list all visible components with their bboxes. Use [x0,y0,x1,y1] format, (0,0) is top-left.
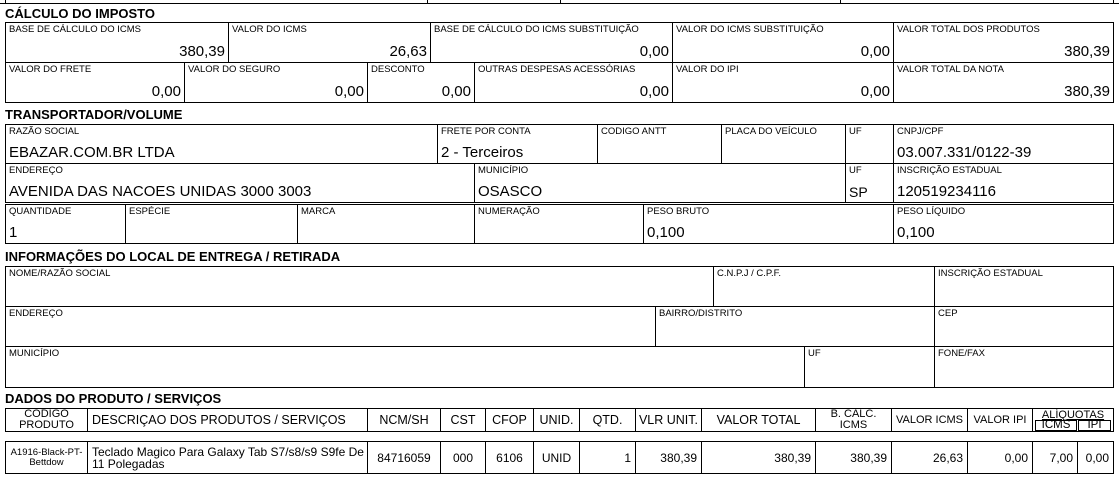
numeracao-field [474,204,644,244]
uf-placa-field [845,124,894,164]
field-label: RAZÃO SOCIAL [9,126,80,137]
field-label: ENDEREÇO [9,165,63,176]
field-value: 0,00 [860,83,890,100]
valor-ipi-field [672,62,894,103]
field-value: 0,00 [860,43,890,60]
valor-frete-field [5,62,185,103]
field-label: PESO LÍQUIDO [897,206,966,217]
field-value: 0,100 [897,224,935,241]
delivery-cep-field [934,306,1114,347]
valor-total-nota-field [893,62,1114,103]
delivery-endereco-field [5,306,656,347]
endereco-field [5,163,475,203]
cell-unid: UNID [533,441,580,474]
cell-cst: 000 [440,441,486,474]
header-valor-ipi: VALOR IPI [967,408,1033,432]
razao-social-field [5,124,438,164]
field-value: 26,63 [389,43,427,60]
header-aliq-ipi: IPI [1078,420,1111,431]
field-value: 380,39 [1064,83,1110,100]
field-label: ESPÉCIE [129,206,171,217]
field-label: NUMERAÇÃO [478,206,540,217]
field-value: 03.007.331/0122-39 [897,144,1032,161]
field-value: 0,00 [639,83,669,100]
cell-valor-total: 380,39 [701,441,816,474]
field-label: ENDEREÇO [9,308,63,319]
field-label: PESO BRUTO [647,206,710,217]
field-label: MARCA [301,206,336,217]
field-label: BAIRRO/DISTRITO [659,308,743,319]
cell-ncm: 84716059 [367,441,441,474]
valor-seguro-field [184,62,368,103]
codigo-antt-field [597,124,722,164]
field-value: 2 - Terceiros [441,144,524,161]
delivery-ie-field [934,266,1114,307]
cell-qtd: 1 [579,441,636,474]
header-descricao: DESCRIÇAO DOS PRODUTOS / SERVIÇOS [87,408,368,432]
field-label: UF [849,126,862,137]
field-label: VALOR TOTAL DA NOTA [897,64,1004,75]
header-ncm: NCM/SH [367,408,441,432]
frete-por-conta-field [437,124,598,164]
field-label: OUTRAS DESPESAS ACESSÓRIAS [478,64,636,75]
delivery-bairro-field [655,306,935,347]
desconto-field [367,62,475,103]
field-label: MUNICÍPIO [478,165,529,176]
field-value: 0,00 [639,43,669,60]
outras-despesas-field [474,62,673,103]
field-label: BASE DE CÁLCULO DO ICMS SUBSTITUIÇÃO [434,24,639,35]
header-aliquotas-label: ALÍQUOTAS [1041,409,1105,421]
cell-aliq-ipi: 0,00 [1077,441,1114,474]
field-label: NOME/RAZÃO SOCIAL [9,268,111,279]
field-label: QUANTIDADE [9,206,72,217]
field-label: INSCRIÇÃO ESTADUAL [938,268,1043,279]
cell-bcalc-icms: 380,39 [815,441,892,474]
field-value: AVENIDA DAS NACOES UNIDAS 3000 3003 [9,183,312,200]
header-bcalc-icms: B. CALC. ICMS [815,408,892,432]
field-label: VALOR DO IPI [676,64,739,75]
field-value: OSASCO [478,183,543,200]
header-qtd: QTD. [579,408,636,432]
field-label: VALOR DO ICMS SUBSTITUIÇÃO [676,24,824,35]
peso-bruto-field [643,204,894,244]
field-value: 1 [9,224,18,241]
transport-section-title: TRANSPORTADOR/VOLUME [5,107,183,122]
field-value: 380,39 [1064,43,1110,60]
field-value: 0,00 [334,83,364,100]
base-calculo-icms-field [5,22,229,63]
field-value: 0,00 [441,83,471,100]
field-label: CNPJ/CPF [897,126,944,137]
delivery-municipio-field [5,346,805,388]
field-label: CEP [938,308,958,319]
field-value: 0,00 [151,83,181,100]
especie-field [125,204,298,244]
base-calculo-icms-st-field [430,22,673,63]
previous-section-edge [0,0,1119,4]
field-label: MUNICÍPIO [9,348,60,359]
inscricao-estadual-field [893,163,1114,203]
header-valor-icms: VALOR ICMS [891,408,968,432]
cell-aliq-icms: 7,00 [1032,441,1078,474]
header-codigo: CÓDIGO PRODUTO [5,408,88,432]
products-section-title: DADOS DO PRODUTO / SERVIÇOS [5,391,222,406]
field-value: EBAZAR.COM.BR LTDA [9,144,175,161]
field-label: VALOR DO FRETE [9,64,92,75]
marca-field [297,204,475,244]
header-cst: CST [440,408,486,432]
uf-field [845,163,894,203]
field-label: VALOR DO ICMS [232,24,307,35]
field-label: INSCRIÇÃO ESTADUAL [897,165,1002,176]
municipio-field [474,163,846,203]
header-cfop: CFOP [485,408,534,432]
delivery-uf-field [804,346,935,388]
field-value: 120519234116 [897,183,996,200]
delivery-nome-field [5,266,714,307]
delivery-fone-field [934,346,1114,388]
field-label: VALOR TOTAL DOS PRODUTOS [897,24,1040,35]
field-label: C.N.P.J / C.P.F. [717,268,782,279]
field-value: SP [849,184,868,200]
cell-valor-ipi: 0,00 [967,441,1033,474]
field-value: 0,100 [647,224,685,241]
field-label: BASE DE CÁLCULO DO ICMS [9,24,141,35]
field-value: 380,39 [179,43,225,60]
cell-valor-icms: 26,63 [891,441,968,474]
placa-veiculo-field [721,124,846,164]
header-unid: UNID. [533,408,580,432]
valor-icms-st-field [672,22,894,63]
field-label: UF [808,348,821,359]
valor-icms-field [228,22,431,63]
header-valor-total: VALOR TOTAL [701,408,816,432]
cell-cfop: 6106 [485,441,534,474]
field-label: FRETE POR CONTA [441,126,531,137]
peso-liquido-field [893,204,1114,244]
valor-total-produtos-field [893,22,1114,63]
field-label: DESCONTO [371,64,425,75]
header-vlr-unit: VLR UNIT. [635,408,702,432]
tax-section-title: CÁLCULO DO IMPOSTO [5,6,155,21]
field-label: FONE/FAX [938,348,985,359]
cnpj-cpf-field [893,124,1114,164]
delivery-cnpj-field [713,266,935,307]
header-aliq-icms: ICMS [1035,420,1077,431]
field-label: VALOR DO SEGURO [188,64,281,75]
delivery-section-title: INFORMAÇÕES DO LOCAL DE ENTREGA / RETIRADA [5,249,341,264]
cell-codigo: A1916-Black-PT-Bettdow [5,441,88,474]
field-label: CODIGO ANTT [601,126,667,137]
quantidade-field [5,204,126,244]
cell-vlr-unit: 380,39 [635,441,702,474]
field-label: UF [849,165,862,176]
cell-descricao: Teclado Magico Para Galaxy Tab S7/s8/s9 S9fe De 11 Polegadas [87,441,368,474]
field-label: PLACA DO VEÍCULO [725,126,817,137]
